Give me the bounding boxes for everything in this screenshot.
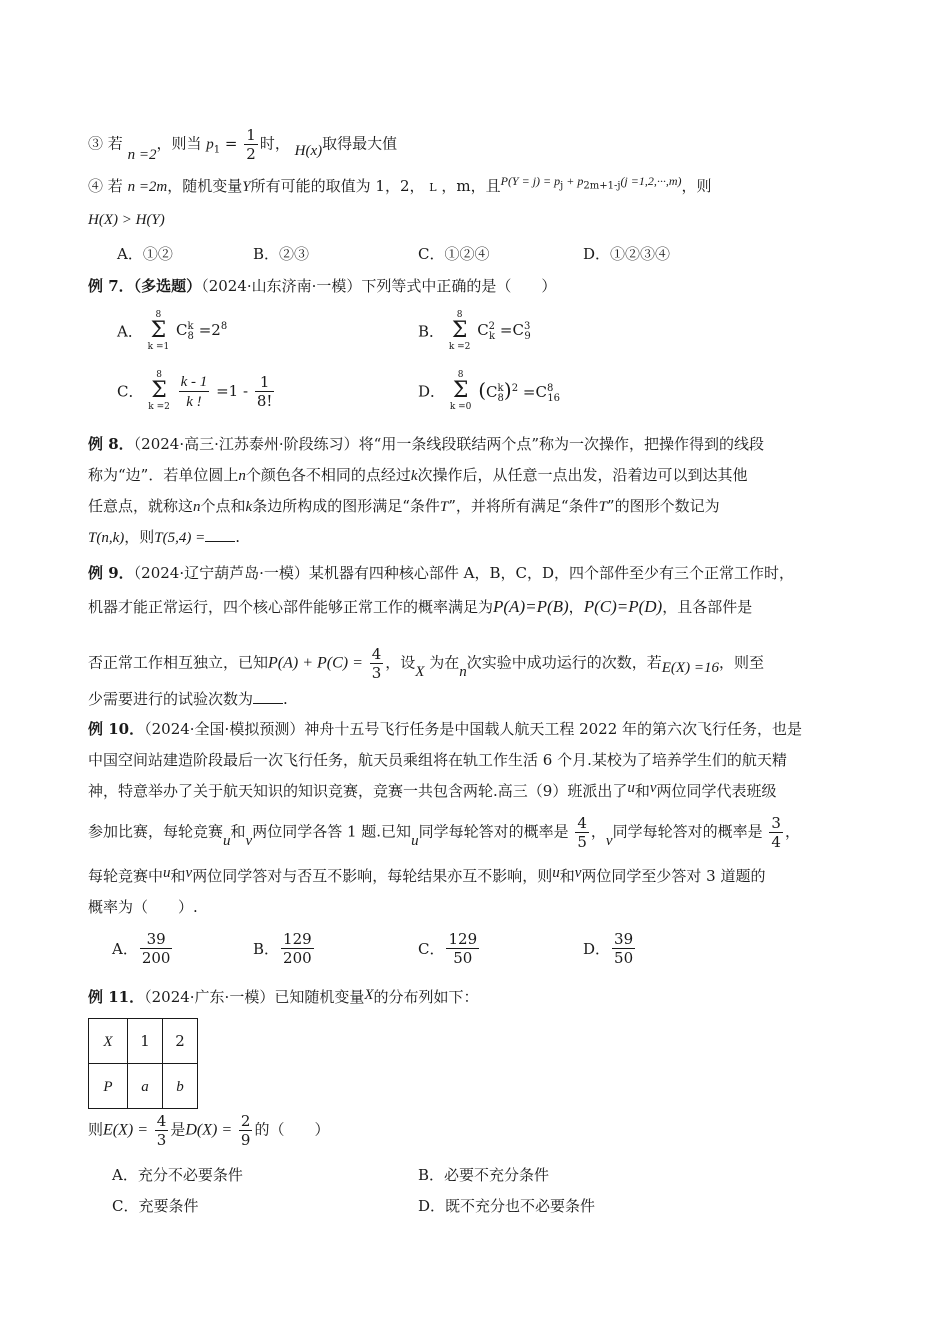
example-10-line-1: 例 10．（2024·全国·模拟预测）神舟十五号飞行任务是中国载人航天工程 2022 年的第六次飞行任务，也是 [88, 720, 803, 738]
item-4-line-1: ④ 若 n =2m，随机变量Y所有可能的取值为 1，2， L ，m，且$^{P(Y = j) = p_j + p_{2m+1-j}(j =1,2,\cdot\cdot\cdot,m)}$，则 [88, 174, 712, 195]
q6-option-a: A．①② [117, 245, 173, 263]
answer-blank [205, 527, 235, 542]
q10-option-a: A． $\frac{39}{200}$ [112, 930, 171, 967]
fraction-one-half: $\frac{1}{2}$ [246, 126, 256, 163]
ex7-option-b: B． 8 Σ k =2 $C^2_k =C^3_9$ [418, 310, 531, 352]
example-8-line-4: T(n,k)，则T(5,4) = . [88, 528, 241, 546]
example-7-heading: 例 7．（多选题）（2024·山东济南·一模）下列等式中正确的是（ ） [88, 277, 557, 295]
ex7-option-d: D． 8 Σ k =0 $(C^k_8)^2 =C^8_{16}$ [418, 370, 561, 412]
q11-option-b: B．必要不充分条件 [418, 1166, 550, 1184]
q10-option-d: D． $\frac{39}{50}$ [583, 930, 634, 967]
item-4-line-2: H(X) > H(Y) [88, 212, 165, 228]
example-8-line-2: 称为“边”．若单位圆上n个颜色各不相同的点经过k次操作后，从任意一点出发，沿着边可以到达其他 [88, 466, 748, 484]
example-9-line-2: 机器才能正常运行，四个核心部件能够正常工作的概率满足为P(A)=P(B)，P(C)=P(D)，且各部件是 [88, 597, 753, 616]
q6-option-b: B．②③ [253, 245, 310, 263]
example-10-line-4: 参加比赛，每轮竞赛u和v两位同学各答 1 题.已知u同学每轮答对的概率是 $\frac{4}{5}$ ，v同学每轮答对的概率是 $\frac{3}{4}$ ， [88, 814, 800, 851]
sigma-icon: 8 Σ k =0 [449, 370, 472, 412]
q6-option-c: C．①②④ [418, 245, 490, 263]
item-3: ③ 若 n =2，则当 $p_1$ = $\frac{1}{2}$ 时， H(x)取得最大值 [88, 126, 398, 163]
q11-option-d: D．既不充分也不必要条件 [418, 1197, 596, 1215]
sigma-icon: 8 Σ k =2 [148, 370, 170, 412]
q10-option-b: B． $\frac{129}{200}$ [253, 930, 312, 967]
example-10-line-6: 概率为（ ）. [88, 898, 198, 916]
example-10-line-2: 中国空间站建造阶段最后一次飞行任务，航天员乘组将在轨工作生活 6 个月.某校为了培养学生们的航天精 [88, 751, 787, 769]
example-8-line-3: 任意点，就称这n个点和k条边所构成的图形满足“条件T”，并将所有满足“条件T”的图形个数记为 [88, 497, 720, 515]
example-8-line-1: 例 8．（2024·高三·江苏泰州·阶段练习）将“用一条线段联结两个点”称为一次操作，把操作得到的线段 [88, 435, 764, 453]
ex7-option-c: C． 8 Σ k =2 $\frac{k - 1}{k !}$ =1 - $\frac{1}{8!}$ [117, 370, 273, 412]
example-10-line-5: 每轮竞赛中u和v两位同学答对与否互不影响，每轮结果亦互不影响，则u和v两位同学至少答对 3 道题的 [88, 865, 766, 885]
example-9-line-4: 少需要进行的试验次数为 . [88, 690, 288, 708]
example-9-line-1: 例 9．（2024·辽宁葫芦岛·一模）某机器有四种核心部件 A，B，C，D，四个部件至少有三个正常工作时， [88, 564, 795, 582]
answer-blank [253, 689, 283, 704]
example-10-line-3: 神，特意举办了关于航天知识的知识竞赛，竞赛一共包含两轮.高三（9）班派出了u和v两位同学代表班级 [88, 780, 777, 800]
sigma-icon: 8 Σ k =1 [147, 310, 170, 352]
q11-option-a: A．充分不必要条件 [112, 1166, 243, 1184]
sigma-icon: 8 Σ k =2 [448, 310, 471, 352]
table-row: P a b [89, 1064, 198, 1109]
ex7-option-a: A． 8 Σ k =1 $C^k_8 =2^8$ [117, 310, 228, 352]
distribution-table [88, 1018, 198, 1109]
q6-option-d: D．①②③④ [583, 245, 671, 263]
table-row: X 1 2 [89, 1019, 198, 1064]
example-11-statement: 则E(X) = $\frac{4}{3}$ 是D(X) = $\frac{2}{9}$ 的（ ） [88, 1112, 330, 1149]
q11-option-c: C．充要条件 [112, 1197, 199, 1215]
example-9-line-3: 否正常工作相互独立，已知P(A) + P(C) = $\frac{4}{3}$ ，设X 为在n次实验中成功运行的次数，若E(X) =16，则至 [88, 645, 764, 682]
example-11-heading: 例 11．（2024·广东·一模）已知随机变量X的分布列如下： [88, 987, 479, 1006]
q10-option-c: C． $\frac{129}{50}$ [418, 930, 478, 967]
